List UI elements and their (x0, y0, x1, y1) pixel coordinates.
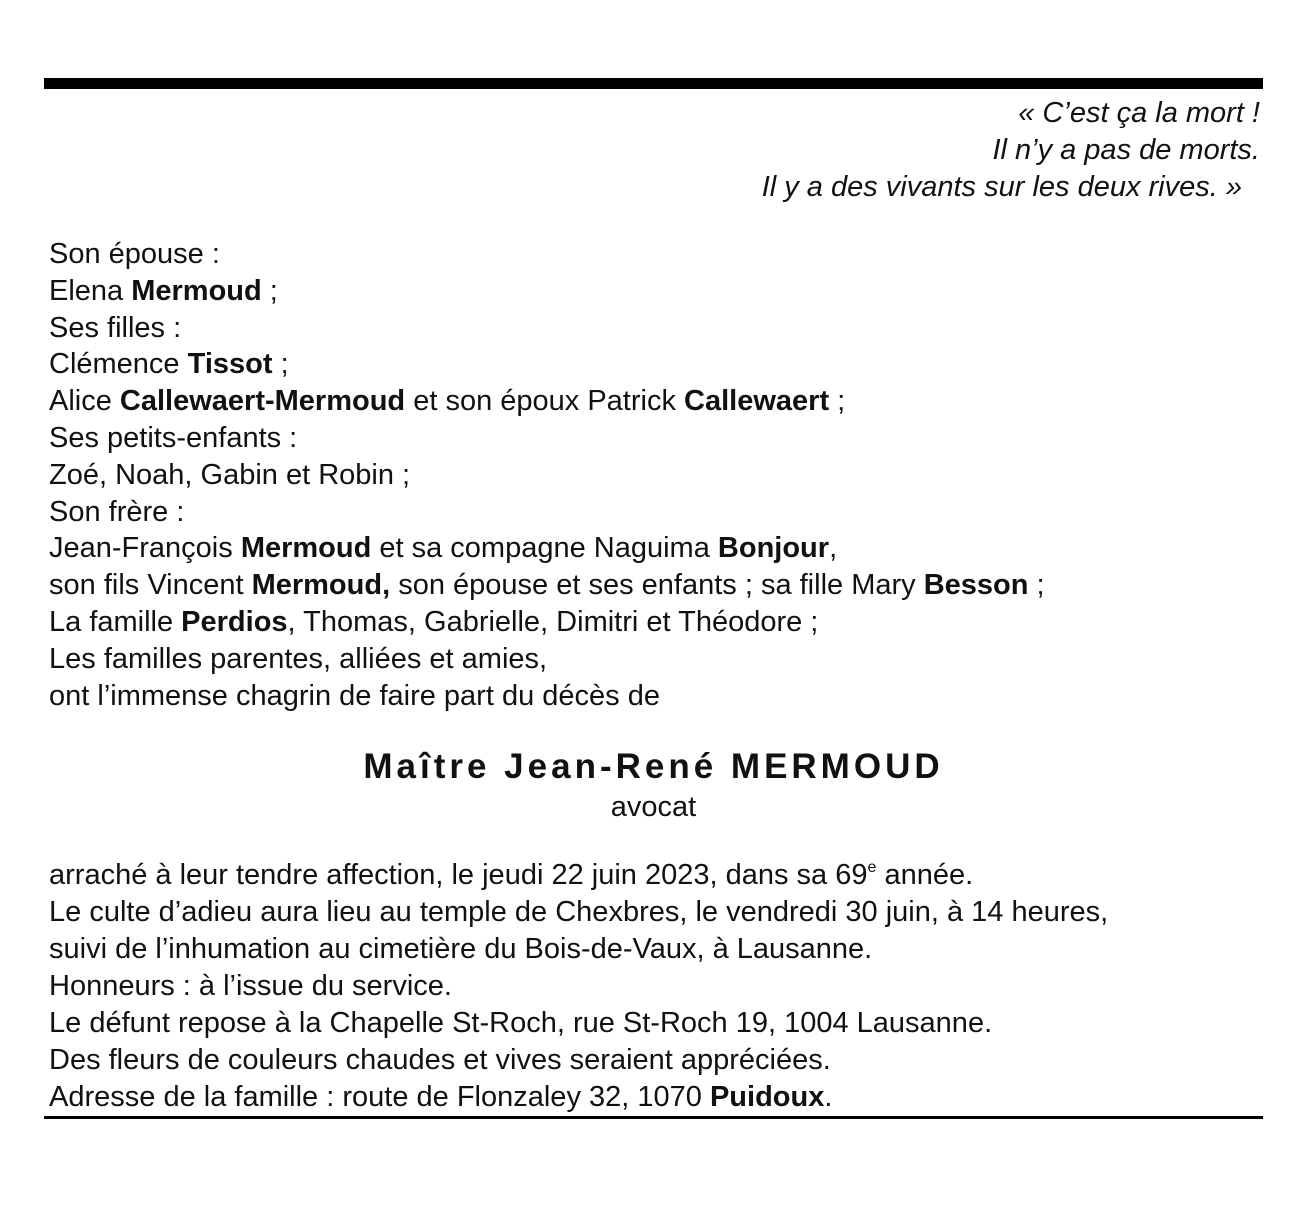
details-line (49, 857, 1108, 894)
family-line: ont l’immense chagrin de faire part du décès de (49, 679, 660, 712)
text: , (829, 532, 838, 565)
surname: Mermoud (240, 532, 372, 565)
ordinal-superscript: e (867, 859, 877, 876)
family-line (49, 530, 1045, 567)
text: et sa compagne Naguima (371, 532, 718, 565)
surname: Callewaert-Mermoud (119, 385, 406, 418)
surname: Bonjour (717, 532, 830, 565)
text: et son époux Patrick (405, 385, 685, 418)
text: Jean-François (49, 532, 241, 565)
family-line: Les familles parentes, alliées et amies, (49, 642, 548, 675)
deceased-block (44, 745, 1263, 825)
surname: Tissot (187, 348, 273, 381)
family-line (49, 604, 1045, 641)
text: ; (1028, 569, 1045, 602)
surname: Besson (923, 569, 1029, 602)
text: Alice (49, 385, 120, 418)
text: Elena (49, 274, 132, 307)
family-announcement (49, 236, 1045, 714)
text: Clémence (49, 348, 188, 381)
surname: Perdios (181, 605, 288, 638)
top-rule (44, 78, 1263, 89)
epigraph-quote (762, 95, 1260, 206)
surname: Mermoud, (251, 569, 391, 602)
text: ; (829, 385, 846, 418)
service-details (49, 857, 1108, 1116)
text: , Thomas, Gabrielle, Dimitri et Théodore ; (287, 605, 819, 638)
details-line: Le culte d’adieu aura lieu au temple de Chexbres, le vendredi 30 juin, à 14 heures, (49, 896, 1109, 928)
family-line: Son frère : (49, 495, 185, 528)
family-line: Son épouse : (49, 238, 220, 270)
text: ; (261, 274, 278, 307)
family-line (49, 346, 1045, 383)
details-line (49, 1079, 1108, 1116)
text: . (824, 1081, 833, 1113)
family-line (49, 273, 1045, 310)
bottom-rule (44, 1116, 1263, 1119)
quote-line: Il y a des vivants sur les deux rives. » (761, 171, 1242, 203)
family-line: Zoé, Noah, Gabin et Robin ; (49, 458, 411, 491)
family-line (49, 383, 1045, 420)
family-line (49, 567, 1045, 604)
details-line: Le défunt repose à la Chapelle St-Roch, rue St-Roch 19, 1004 Lausanne. (49, 1007, 993, 1039)
text: son fils Vincent (49, 569, 252, 602)
text: année. (876, 859, 974, 891)
place-name: Puidoux (709, 1081, 825, 1113)
surname: Mermoud (131, 274, 262, 307)
details-line: Honneurs : à l’issue du service. (49, 970, 452, 1002)
family-line: Ses filles : (49, 311, 182, 344)
deceased-name: Maître Jean-René MERMOUD (363, 747, 944, 786)
quote-line: Il n’y a pas de morts. (992, 134, 1260, 166)
details-line: suivi de l’inhumation au cimetière du Bois-de-Vaux, à Lausanne. (49, 933, 873, 965)
text: La famille (49, 605, 182, 638)
text: son épouse et ses enfants ; sa fille Mary (390, 569, 924, 602)
text: arraché à leur tendre affection, le jeudi 22 juin 2023, dans sa 69 (49, 859, 868, 891)
deceased-profession: avocat (610, 791, 697, 823)
quote-line: « C’est ça la mort ! (1018, 97, 1260, 129)
surname: Callewaert (684, 385, 830, 418)
text: ; (272, 348, 289, 381)
text: Adresse de la famille : route de Flonzaley 32, 1070 (49, 1081, 710, 1113)
details-line: Des fleurs de couleurs chaudes et vives seraient appréciées. (49, 1044, 831, 1076)
family-line: Ses petits-enfants : (49, 421, 298, 454)
